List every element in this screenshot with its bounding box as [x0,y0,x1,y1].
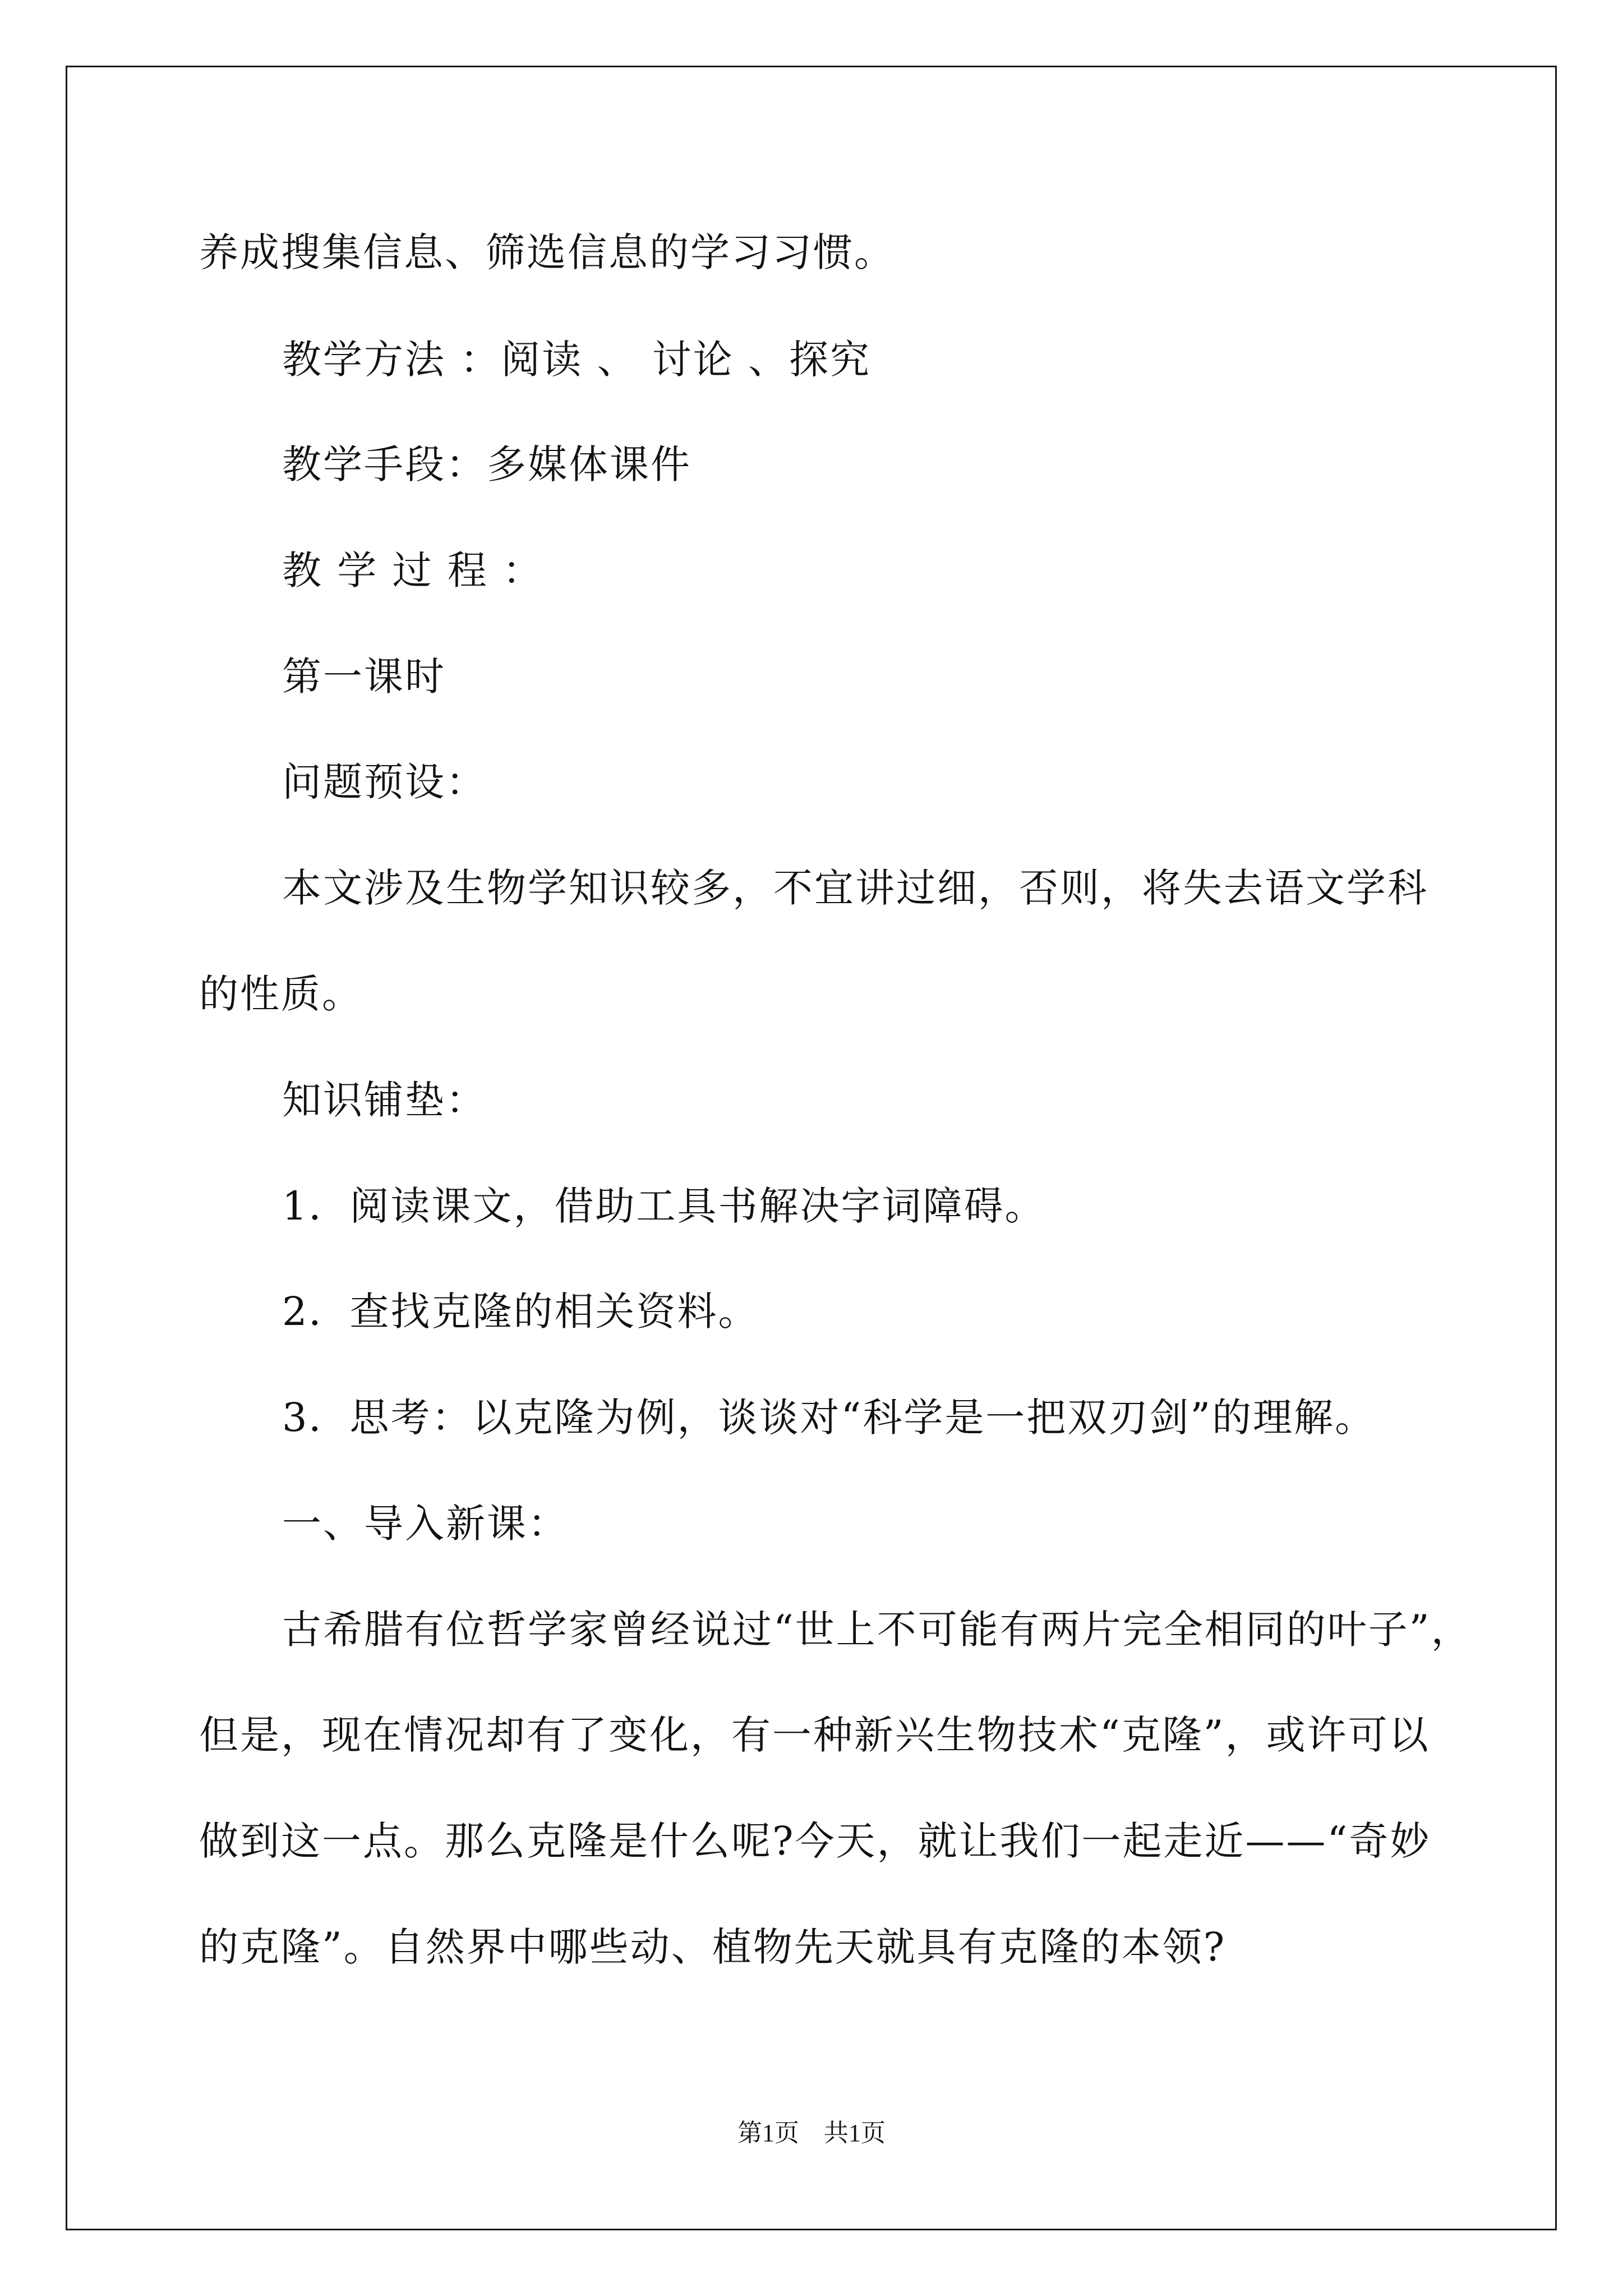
paragraph-line: 养成搜集信息、筛选信息的学习习惯。 [199,229,895,275]
paragraph-line: 做到这一点。那么克隆是什么呢?今天，就让我们一起走近——“奇妙 [199,1818,1431,1864]
paragraph-line: 但是，现在情况却有了变化，有一种新兴生物技术“克隆”，或许可以 [199,1712,1430,1758]
teaching-method-line: 教学方法 ：阅读 、 讨论 、探究 [282,337,872,383]
teaching-process-heading: 教 学 过 程 ： [282,547,544,593]
list-item: 2．查找克隆的相关资料。 [282,1289,759,1335]
paragraph-line: 的克隆”。自然界中哪些动、植物先天就具有克隆的本领? [199,1924,1227,1970]
paragraph-line: 本文涉及生物学知识较多，不宜讲过细，否则，将失去语文学科 [282,865,1428,911]
page-footer: 第1页 共1页 [737,2119,886,2147]
paragraph-line: 古希腊有位哲学家曾经说过“世上不可能有两片完全相同的叶子”， [282,1607,1472,1653]
list-item: 1．阅读课文，借助工具书解决字词障碍。 [282,1183,1046,1229]
first-lesson-heading: 第一课时 [282,654,446,700]
paragraph-line: 的性质。 [199,971,363,1017]
page-border [66,66,1557,2230]
teaching-means-line: 教学手段：多媒体课件 [282,441,691,487]
knowledge-prep-heading: 知识铺垫： [282,1077,487,1123]
problem-preset-heading: 问题预设： [282,759,487,805]
section-heading: 一、导入新课： [282,1501,569,1547]
list-item: 3．思考：以克隆为例，谈谈对“科学是一把双刃剑”的理解。 [282,1395,1376,1441]
